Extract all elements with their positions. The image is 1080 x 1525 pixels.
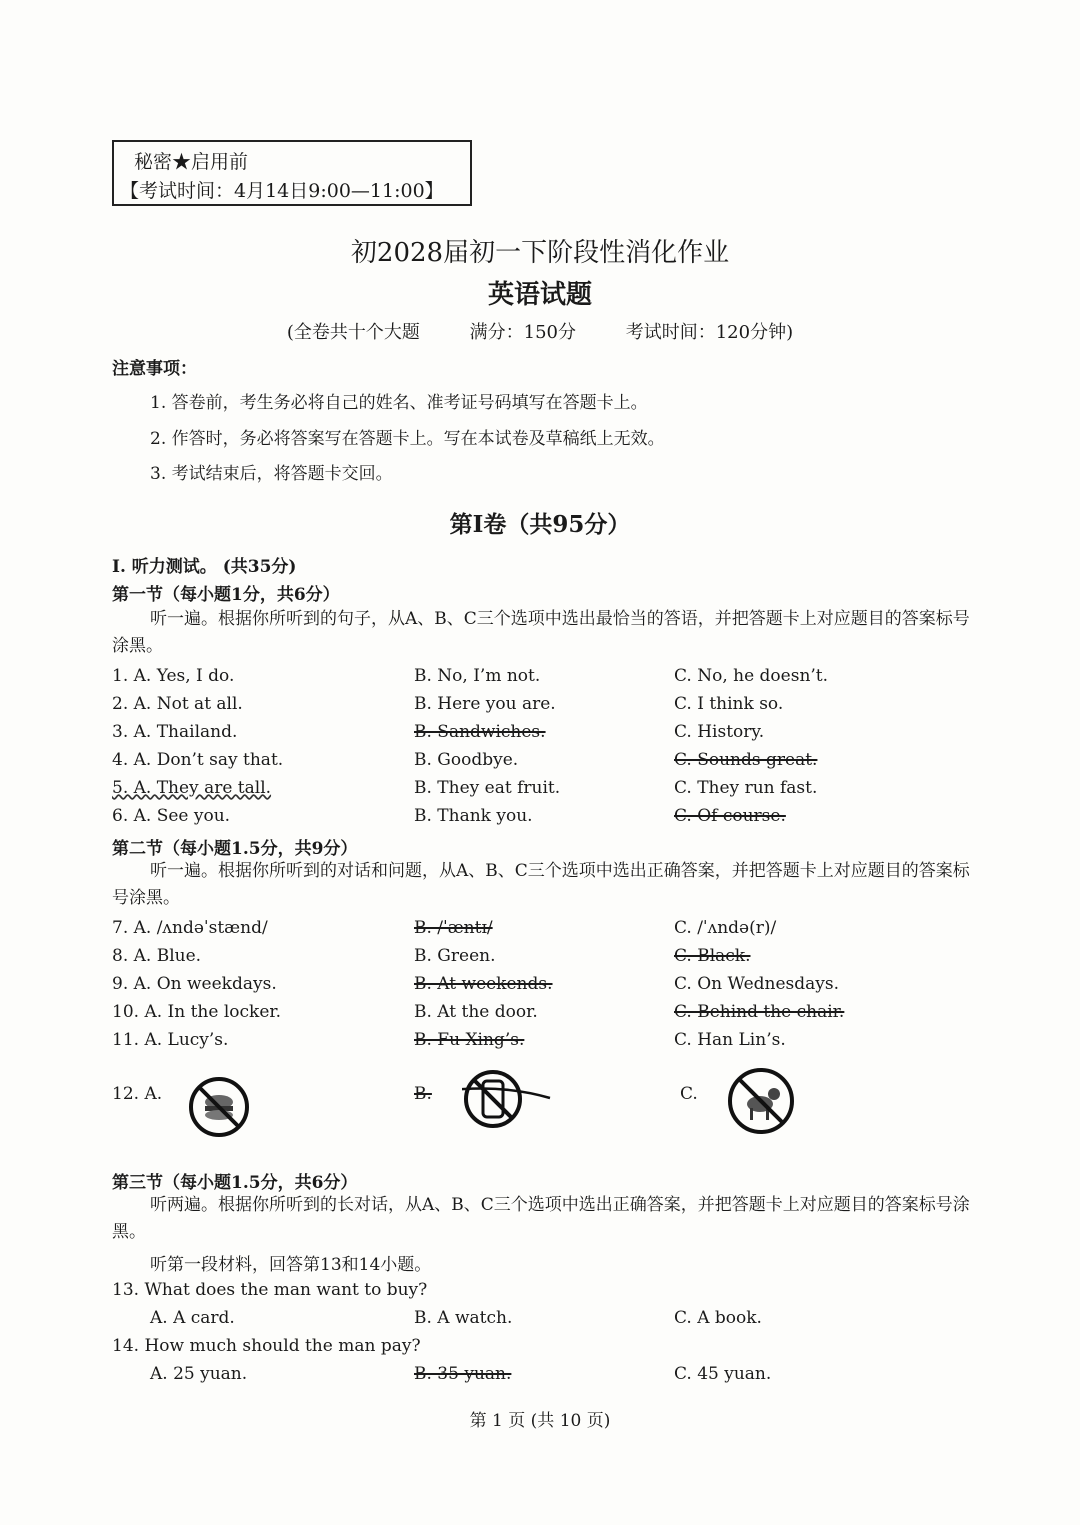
q4-option-b: B. Goodbye. bbox=[414, 750, 519, 770]
q11-option-a: 11. A. Lucy’s. bbox=[112, 1030, 229, 1050]
meta-sections: (全卷共十个大题 bbox=[286, 322, 420, 343]
confidential-box bbox=[112, 140, 472, 206]
q7-option-c: C. /ˈʌndə(r)/ bbox=[674, 918, 777, 938]
q3-option-a: 3. A. Thailand. bbox=[112, 722, 238, 742]
q10-option-a: 10. A. In the locker. bbox=[112, 1002, 282, 1022]
q5-option-a: 5. A. They are tall. bbox=[112, 778, 272, 798]
section2-title: 第二节（每小题1.5分，共9分） bbox=[112, 839, 358, 859]
q2-option-b: B. Here you are. bbox=[414, 694, 556, 714]
q2-option-c: C. I think so. bbox=[674, 694, 784, 714]
q10-option-c: C. Behind the chair. bbox=[674, 1002, 845, 1022]
q14-option-c: C. 45 yuan. bbox=[674, 1364, 772, 1384]
q14-option-a: A. 25 yuan. bbox=[150, 1364, 248, 1384]
q11-option-b: B. Fu Xing’s. bbox=[414, 1030, 525, 1050]
q12-option-c: C. bbox=[680, 1084, 698, 1104]
q2-option-a: 2. A. Not at all. bbox=[112, 694, 243, 714]
exam-time-label: 【考试时间：4月14日9:00—11:00】 bbox=[120, 180, 444, 202]
q14-stem: 14. How much should the man pay? bbox=[112, 1336, 421, 1356]
q5-option-b: B. They eat fruit. bbox=[414, 778, 561, 798]
page-subtitle: 英语试题 bbox=[487, 280, 592, 310]
q9-option-b: B. At weekends. bbox=[414, 974, 553, 994]
q8-option-c: C. Black. bbox=[674, 946, 751, 966]
q3-option-c: C. History. bbox=[674, 722, 765, 742]
no-phone-sign-icon bbox=[462, 1068, 554, 1130]
note-item: 1. 答卷前，考生务必将自己的姓名、准考证号码填写在答题卡上。 bbox=[150, 393, 648, 413]
q9-option-a: 9. A. On weekdays. bbox=[112, 974, 277, 994]
q1-option-b: B. No, I’m not. bbox=[414, 666, 541, 686]
q13-stem: 13. What does the man want to buy? bbox=[112, 1280, 428, 1300]
q5-option-c: C. They run fast. bbox=[674, 778, 818, 798]
q13-option-b: B. A watch. bbox=[414, 1308, 513, 1328]
section1-instruction: 听一遍。根据你所听到的句子，从A、B、C三个选项中选出最恰当的答语，并把答题卡上对应题目的答案标号涂黑。 bbox=[112, 609, 970, 656]
q13-option-c: C. A book. bbox=[674, 1308, 762, 1328]
q7-option-b: B. /ˈæntɪ/ bbox=[414, 918, 493, 938]
q13-option-a: A. A card. bbox=[150, 1308, 235, 1328]
q8-option-b: B. Green. bbox=[414, 946, 496, 966]
q1-option-a: 1. A. Yes, I do. bbox=[112, 666, 235, 686]
section1-title: 第一节（每小题1分，共6分） bbox=[112, 585, 340, 605]
section3-material: 听第一段材料，回答第13和14小题。 bbox=[150, 1255, 432, 1275]
page-title: 初2028届初一下阶段性消化作业 bbox=[350, 238, 730, 268]
note-item: 3. 考试结束后，将答题卡交回。 bbox=[150, 464, 393, 484]
notes-heading: 注意事项： bbox=[112, 359, 197, 379]
q14-option-b: B. 35 yuan. bbox=[414, 1364, 512, 1384]
q6-option-b: B. Thank you. bbox=[414, 806, 533, 826]
q6-option-c: C. Of course. bbox=[674, 806, 786, 826]
part1-title: I. 听力测试。 (共35分) bbox=[112, 557, 297, 577]
q7-option-a: 7. A. /ʌndəˈstænd/ bbox=[112, 918, 268, 938]
q3-option-b: B. Sandwiches. bbox=[414, 722, 546, 742]
q4-option-a: 4. A. Don’t say that. bbox=[112, 750, 284, 770]
meta-full-score: 满分：150分 bbox=[469, 322, 576, 343]
q1-option-c: C. No, he doesn’t. bbox=[674, 666, 829, 686]
q12-option-a: 12. A. bbox=[112, 1084, 163, 1104]
meta-duration: 考试时间：120分钟) bbox=[625, 322, 794, 343]
page-footer: 第 1 页 (共 10 页) bbox=[469, 1411, 611, 1431]
section2-instruction: 听一遍。根据你所听到的对话和问题，从A、B、C三个选项中选出正确答案，并把答题卡上对应题目的答案标号涂黑。 bbox=[112, 861, 970, 908]
section3-title: 第三节（每小题1.5分，共6分） bbox=[112, 1173, 358, 1193]
q6-option-a: 6. A. See you. bbox=[112, 806, 231, 826]
q8-option-a: 8. A. Blue. bbox=[112, 946, 202, 966]
no-food-sign-icon bbox=[188, 1076, 250, 1138]
q11-option-c: C. Han Lin’s. bbox=[674, 1030, 786, 1050]
q4-option-c: C. Sounds great. bbox=[674, 750, 818, 770]
volume-title: 第I卷（共95分） bbox=[449, 511, 631, 538]
q9-option-c: C. On Wednesdays. bbox=[674, 974, 840, 994]
note-item: 2. 作答时，务必将答案写在答题卡上。写在本试卷及草稿纸上无效。 bbox=[150, 429, 665, 449]
no-dogs-sign-icon bbox=[726, 1066, 796, 1136]
q10-option-b: B. At the door. bbox=[414, 1002, 538, 1022]
section3-instruction: 听两遍。根据你所听到的长对话，从A、B、C三个选项中选出正确答案，并把答题卡上对应题目的答案标号涂黑。 bbox=[112, 1195, 970, 1242]
secret-label: 秘密★启用前 bbox=[134, 151, 249, 173]
q12-option-b: B. bbox=[414, 1084, 432, 1104]
exam-meta bbox=[0, 318, 1080, 344]
